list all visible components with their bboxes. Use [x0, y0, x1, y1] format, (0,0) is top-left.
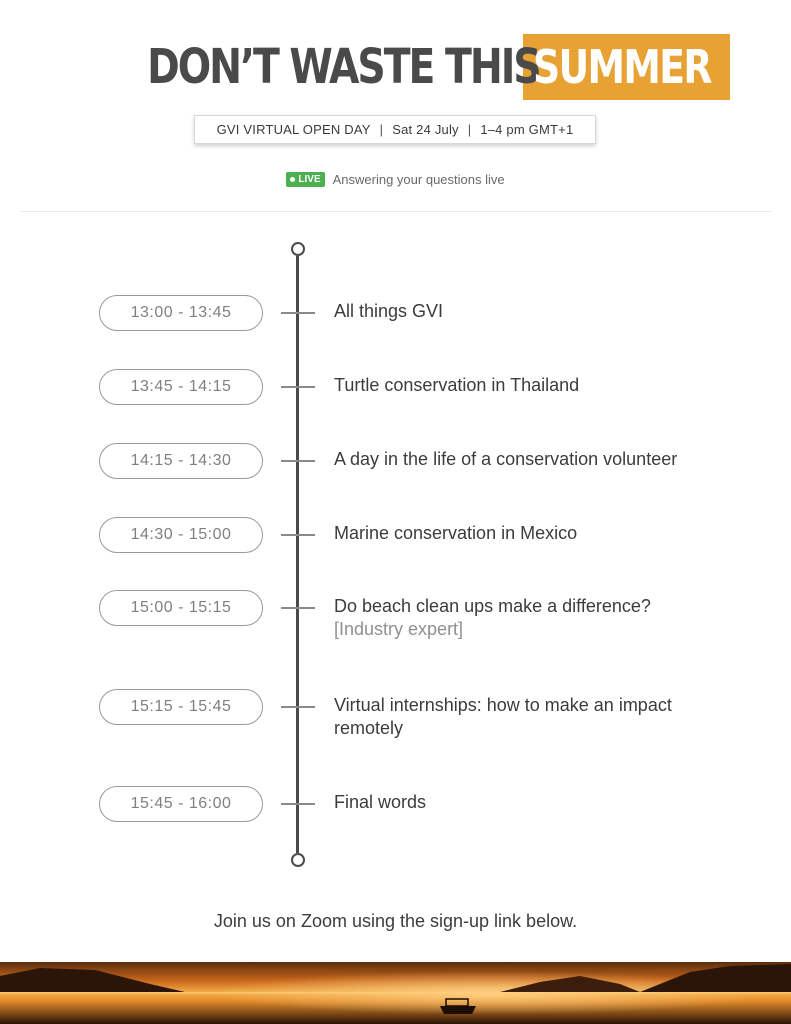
live-dot-icon: [290, 177, 295, 182]
headline-main: DON’T WASTE THIS: [146, 39, 540, 95]
event-time: 1–4 pm GMT+1: [480, 122, 574, 137]
time-pill: 15:00 - 15:15: [99, 590, 263, 626]
session-subtitle: [Industry expert]: [334, 619, 464, 639]
headline: [0, 32, 791, 102]
timeline-tick: [281, 803, 315, 805]
event-name: GVI VIRTUAL OPEN DAY: [216, 122, 371, 137]
event-info-box: [194, 115, 596, 144]
live-text: Answering your questions live: [332, 171, 505, 187]
live-badge-label: LIVE: [298, 173, 321, 185]
event-date: Sat 24 July: [392, 122, 459, 137]
time-pill: 13:00 - 13:45: [99, 295, 263, 331]
event-separator: |: [379, 122, 384, 137]
session-title-text: All things GVI: [334, 301, 444, 321]
timeline-tick: [281, 534, 315, 536]
divider: [20, 211, 771, 212]
session-title: [334, 448, 734, 471]
session-title-text: Virtual internships: how to make an impact remotely: [334, 695, 672, 738]
time-pill: 14:15 - 14:30: [99, 443, 263, 479]
headline-accent: [523, 34, 730, 100]
schedule-item: [0, 295, 791, 331]
schedule-item: [0, 517, 791, 553]
schedule-item: [0, 443, 791, 479]
timeline-tick: [281, 706, 315, 708]
sunset-landscape: [0, 962, 791, 1024]
time-pill: 15:15 - 15:45: [99, 689, 263, 725]
session-title: [334, 300, 734, 323]
schedule-item: [0, 369, 791, 405]
timeline-tick: [281, 460, 315, 462]
session-title: [334, 694, 714, 740]
session-title: [334, 374, 734, 397]
time-pill: 14:30 - 15:00: [99, 517, 263, 553]
sunset-banner-image: [0, 962, 791, 1024]
live-status: [0, 170, 791, 188]
schedule-item: [0, 590, 791, 639]
time-pill: 13:45 - 14:15: [99, 369, 263, 405]
time-pill: 15:45 - 16:00: [99, 786, 263, 822]
zoom-signup-cta: Join us on Zoom using the sign-up link below.: [213, 911, 578, 931]
session-title-text: A day in the life of a conservation volunteer: [334, 449, 678, 469]
timeline-line: [296, 256, 299, 853]
session-title: [334, 595, 734, 641]
session-title-text: Do beach clean ups make a difference?: [334, 596, 651, 616]
timeline-tick: [281, 386, 315, 388]
session-title-text: Marine conservation in Mexico: [334, 523, 578, 543]
session-title: [334, 791, 734, 814]
schedule-item: [0, 689, 791, 738]
timeline-tick: [281, 607, 315, 609]
live-badge: [286, 172, 324, 187]
session-title-text: Final words: [334, 792, 427, 812]
session-title-text: Turtle conservation in Thailand: [334, 375, 580, 395]
schedule-item: [0, 786, 791, 822]
timeline-end-circle-icon: [291, 853, 305, 867]
session-title: [334, 522, 734, 545]
timeline-tick: [281, 312, 315, 314]
timeline-start-circle-icon: [291, 242, 305, 256]
event-separator: |: [467, 122, 472, 137]
headline-accent-text: SUMMER: [533, 40, 712, 94]
